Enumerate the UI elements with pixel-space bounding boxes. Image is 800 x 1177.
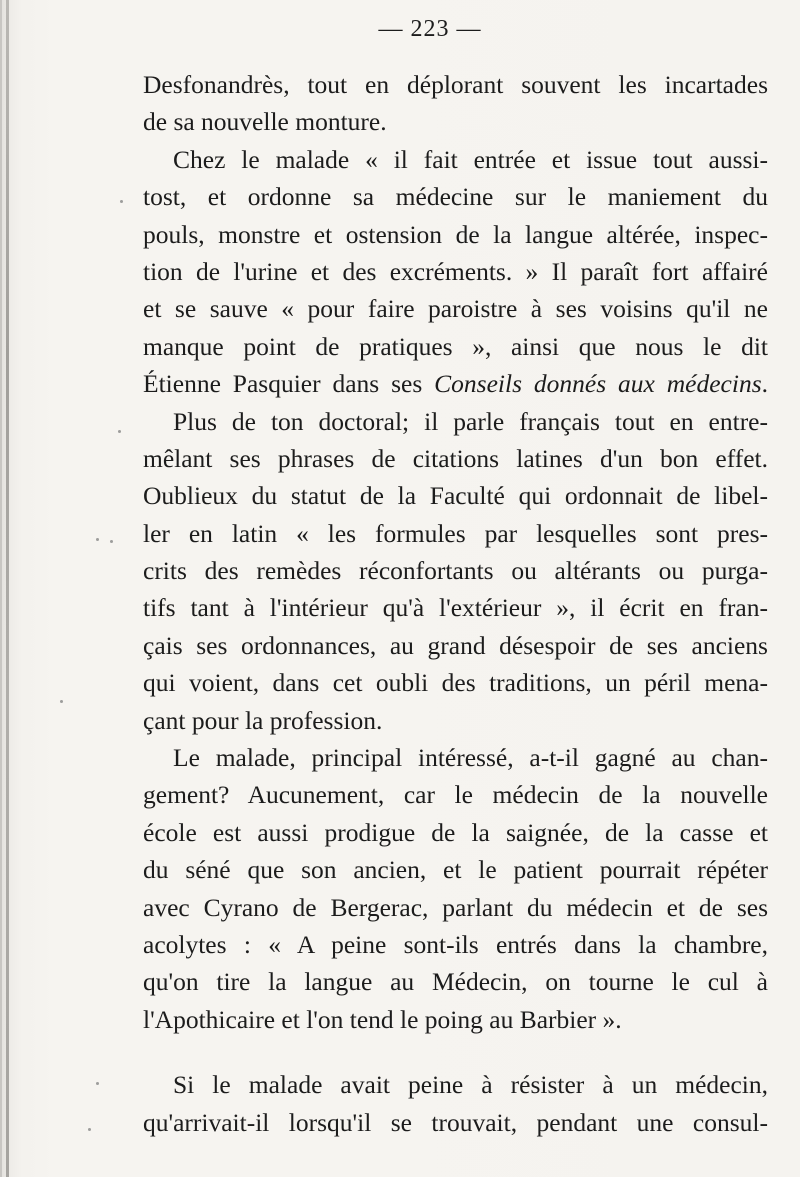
text-line: qu'on tire la langue au Médecin, on tourne le cul à bbox=[143, 967, 768, 997]
text-line: tifs tant à l'intérieur qu'à l'extérieur », il écrit en fran- bbox=[143, 593, 768, 623]
text-line: Desfonandrès, tout en déplorant souvent les incartades bbox=[143, 70, 768, 99]
section-break bbox=[143, 1038, 768, 1066]
text-line: acolytes : « A peine sont-ils entrés dans la chambre, bbox=[143, 929, 768, 959]
text-line: crits des remèdes réconfortants ou altérants ou purga- bbox=[143, 556, 768, 586]
book-title: Conseils donnés aux médecins bbox=[434, 369, 762, 399]
text-line: Le malade, principal intéressé, a-t-il gagné au chan- bbox=[173, 743, 768, 773]
text-line: du séné que son ancien, et le patient pourrait répéter bbox=[143, 855, 768, 885]
text-line: manque point de pratiques », ainsi que nous le dit bbox=[143, 331, 768, 361]
text-line: et se sauve « pour faire paroistre à ses voisins qu'il ne bbox=[143, 294, 768, 324]
text-line: qu'arrivait-il lorsqu'il se trouvait, pendant une consul- bbox=[143, 1107, 768, 1137]
text-line-with-italic-title bbox=[143, 365, 768, 402]
text-line: école est aussi prodigue de la saignée, de la casse et bbox=[143, 817, 768, 847]
binding-gutter bbox=[6, 0, 9, 1177]
text-run: . bbox=[761, 369, 768, 399]
text-line: avec Cyrano de Bergerac, parlant du médecin et de ses bbox=[143, 892, 768, 922]
text-line: gement? Aucunement, car le médecin de la nouvelle bbox=[143, 780, 768, 810]
text-line: l'Apothicaire et l'on tend le poing au Barbier ». bbox=[143, 1004, 622, 1034]
text-line: de sa nouvelle monture. bbox=[143, 107, 387, 137]
text-line: tost, et ordonne sa médecine sur le maniement du bbox=[143, 182, 768, 212]
text-line: Chez le malade « il fait entrée et issue tout aussi- bbox=[173, 144, 768, 174]
page-number: — 223 — bbox=[378, 16, 482, 42]
page-edge bbox=[0, 0, 2, 1177]
text-line: ler en latin « les formules par lesquelles sont pres- bbox=[143, 518, 768, 548]
text-line: Si le malade avait peine à résister à un médecin, bbox=[173, 1070, 768, 1100]
text-line: çant pour la profession. bbox=[143, 705, 383, 735]
text-run: Étienne Pasquier dans ses bbox=[143, 369, 435, 399]
text-line: qui voient, dans cet oubli des traditions, un péril mena- bbox=[143, 668, 768, 698]
body-text bbox=[143, 66, 768, 1141]
text-line: pouls, monstre et ostension de la langue altérée, inspec- bbox=[143, 219, 768, 249]
text-line: çais ses ordonnances, au grand désespoir de ses anciens bbox=[143, 630, 768, 660]
text-line: Oublieux du statut de la Faculté qui ordonnait de libel- bbox=[143, 481, 768, 511]
text-line: Plus de ton doctoral; il parle français tout en entre- bbox=[173, 406, 768, 436]
text-line: tion de l'urine et des excréments. » Il paraît fort affairé bbox=[143, 256, 768, 286]
text-line: mêlant ses phrases de citations latines d'un bon effet. bbox=[143, 443, 768, 473]
